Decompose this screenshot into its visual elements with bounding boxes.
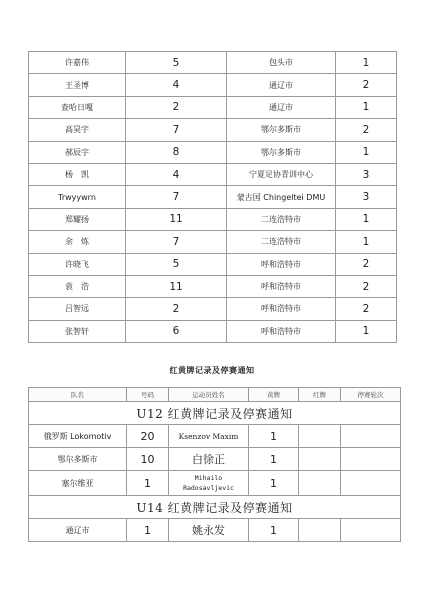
yellow-cell: 1 bbox=[249, 471, 299, 496]
player-cell: 白徐正 bbox=[169, 448, 249, 471]
player-cell: 姚永发 bbox=[169, 519, 249, 542]
red-cell bbox=[299, 519, 341, 542]
player-name: Trwyywrn bbox=[29, 186, 126, 208]
jersey-number: 5 bbox=[126, 52, 227, 74]
table-row bbox=[29, 231, 397, 253]
header-team: 队名 bbox=[29, 388, 127, 402]
header-row bbox=[29, 388, 401, 402]
team-cell: 通辽市 bbox=[29, 519, 127, 542]
count-cell: 3 bbox=[336, 186, 397, 208]
table-row bbox=[29, 425, 401, 448]
group-title-row bbox=[29, 402, 401, 425]
table-row bbox=[29, 298, 397, 320]
jersey-number: 11 bbox=[126, 275, 227, 297]
jersey-number: 8 bbox=[126, 141, 227, 163]
roster-body bbox=[29, 52, 397, 343]
jersey-number: 6 bbox=[126, 320, 227, 342]
yellow-cell: 1 bbox=[249, 448, 299, 471]
player-name: 郝辰宇 bbox=[29, 141, 126, 163]
player-name: 高昊宇 bbox=[29, 119, 126, 141]
group-title-u14: U14 红黄牌记录及停赛通知 bbox=[29, 496, 401, 519]
team-city: 呼和浩特市 bbox=[227, 320, 336, 342]
count-cell: 1 bbox=[336, 231, 397, 253]
jersey-number: 7 bbox=[126, 186, 227, 208]
table-row bbox=[29, 448, 401, 471]
team-city: 鄂尔多斯市 bbox=[227, 141, 336, 163]
count-cell: 1 bbox=[336, 96, 397, 118]
jersey-number: 11 bbox=[126, 208, 227, 230]
jersey-number: 4 bbox=[126, 163, 227, 185]
table-row bbox=[29, 119, 397, 141]
jersey-number: 7 bbox=[126, 119, 227, 141]
count-cell: 1 bbox=[336, 141, 397, 163]
number-cell: 20 bbox=[127, 425, 169, 448]
card-record-table bbox=[28, 387, 401, 542]
team-city: 鄂尔多斯市 bbox=[227, 119, 336, 141]
header-number: 号码 bbox=[127, 388, 169, 402]
group-title-u12: U12 红黄牌记录及停赛通知 bbox=[29, 402, 401, 425]
team-city: 二连浩特市 bbox=[227, 208, 336, 230]
header-red: 红牌 bbox=[299, 388, 341, 402]
table-row bbox=[29, 186, 397, 208]
red-cell bbox=[299, 471, 341, 496]
number-cell: 10 bbox=[127, 448, 169, 471]
player-name: 余 炼 bbox=[29, 231, 126, 253]
table-row bbox=[29, 208, 397, 230]
team-city: 蒙古国 Chingeltei DMU bbox=[227, 186, 336, 208]
table-row bbox=[29, 253, 397, 275]
table-row bbox=[29, 141, 397, 163]
team-cell: 鄂尔多斯市 bbox=[29, 448, 127, 471]
yellow-cell: 1 bbox=[249, 425, 299, 448]
count-cell: 1 bbox=[336, 52, 397, 74]
count-cell: 2 bbox=[336, 253, 397, 275]
jersey-number: 2 bbox=[126, 96, 227, 118]
player-cell: Ksenzov Maxim bbox=[169, 425, 249, 448]
jersey-number: 7 bbox=[126, 231, 227, 253]
table-row bbox=[29, 52, 397, 74]
header-suspension: 停赛轮次 bbox=[341, 388, 401, 402]
team-city: 包头市 bbox=[227, 52, 336, 74]
suspension-cell bbox=[341, 448, 401, 471]
red-cell bbox=[299, 448, 341, 471]
player-cell: Mihailo Radosavljevic bbox=[169, 471, 249, 496]
player-name: 王圣博 bbox=[29, 74, 126, 96]
count-cell: 2 bbox=[336, 275, 397, 297]
team-city: 呼和浩特市 bbox=[227, 275, 336, 297]
table-row bbox=[29, 163, 397, 185]
team-city: 通辽市 bbox=[227, 74, 336, 96]
player-name: 郑耀扬 bbox=[29, 208, 126, 230]
team-city: 二连浩特市 bbox=[227, 231, 336, 253]
header-yellow: 黄牌 bbox=[249, 388, 299, 402]
count-cell: 2 bbox=[336, 74, 397, 96]
team-city: 宁夏足协青训中心 bbox=[227, 163, 336, 185]
red-cell bbox=[299, 425, 341, 448]
count-cell: 1 bbox=[336, 208, 397, 230]
table-row bbox=[29, 320, 397, 342]
count-cell: 2 bbox=[336, 119, 397, 141]
jersey-number: 4 bbox=[126, 74, 227, 96]
number-cell: 1 bbox=[127, 471, 169, 496]
jersey-number: 2 bbox=[126, 298, 227, 320]
table-row bbox=[29, 519, 401, 542]
team-cell: 俄罗斯 Lokomotiv bbox=[29, 425, 127, 448]
number-cell: 1 bbox=[127, 519, 169, 542]
section-title: 红黄牌记录及停赛通知 bbox=[169, 366, 255, 375]
suspension-cell bbox=[341, 471, 401, 496]
roster-table bbox=[28, 51, 397, 343]
card-table-body bbox=[29, 402, 401, 542]
team-cell: 塞尔维亚 bbox=[29, 471, 127, 496]
player-name: 查哈日嘎 bbox=[29, 96, 126, 118]
suspension-cell bbox=[341, 519, 401, 542]
table-row bbox=[29, 96, 397, 118]
player-name: 杨 凯 bbox=[29, 163, 126, 185]
group-title-row bbox=[29, 496, 401, 519]
player-name: 许晓飞 bbox=[29, 253, 126, 275]
player-name: 吕智远 bbox=[29, 298, 126, 320]
team-city: 通辽市 bbox=[227, 96, 336, 118]
player-name: 许嘉伟 bbox=[29, 52, 126, 74]
count-cell: 2 bbox=[336, 298, 397, 320]
team-city: 呼和浩特市 bbox=[227, 298, 336, 320]
player-name: 张智轩 bbox=[29, 320, 126, 342]
count-cell: 3 bbox=[336, 163, 397, 185]
count-cell: 1 bbox=[336, 320, 397, 342]
table-row bbox=[29, 471, 401, 496]
table-row bbox=[29, 275, 397, 297]
header-player: 运动员姓名 bbox=[169, 388, 249, 402]
jersey-number: 5 bbox=[126, 253, 227, 275]
team-city: 呼和浩特市 bbox=[227, 253, 336, 275]
card-table-header bbox=[29, 388, 401, 402]
yellow-cell: 1 bbox=[249, 519, 299, 542]
suspension-cell bbox=[341, 425, 401, 448]
table-row bbox=[29, 74, 397, 96]
player-name: 袁 浩 bbox=[29, 275, 126, 297]
